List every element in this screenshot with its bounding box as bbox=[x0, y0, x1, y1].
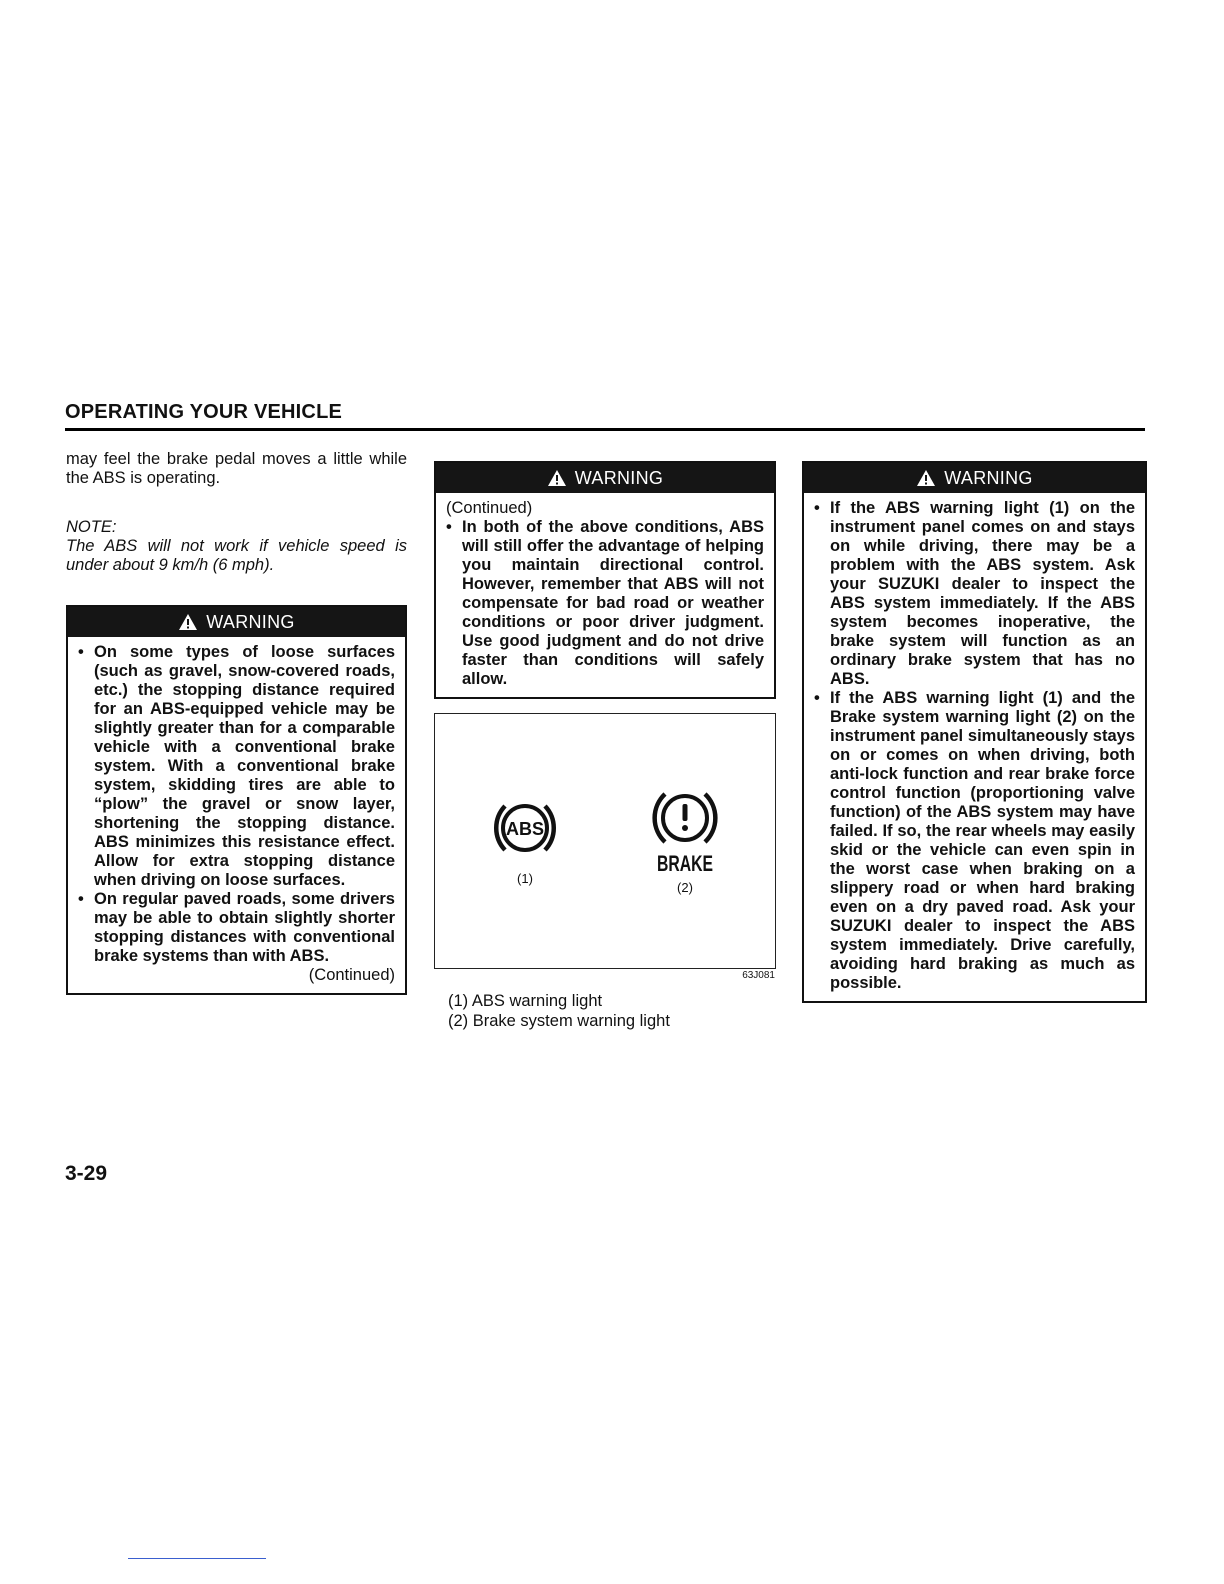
note-text: The ABS will not work if vehicle speed is under about 9 km/h (6 mph). bbox=[66, 537, 407, 574]
warning-title: WARNING bbox=[206, 611, 295, 632]
warning-triangle-icon bbox=[916, 469, 936, 487]
figure-label-2: (2) bbox=[677, 880, 693, 895]
figure-code: 63J081 bbox=[742, 970, 775, 981]
warning-item: • On some types of loose surfaces (such as gravel, snow-covered roads, etc.) the stopping distance required for an ABS-equipped vehicle may be slightly greater than for a comparable vehicle with a conventional brake system. With a conventional brake system, skidding tires are able to “plow” the gravel or snow layer, shortening the stopping distance. ABS minimizes this resistance effect. Allow for extra stopping distance when driving on loose surfaces. bbox=[78, 643, 395, 890]
warning-header bbox=[436, 463, 774, 493]
note-label: NOTE: bbox=[66, 518, 117, 536]
figure-caption bbox=[448, 992, 670, 1031]
warning-list bbox=[446, 518, 764, 689]
warning-box-3 bbox=[802, 461, 1147, 1003]
caption-line: (2) Brake system warning light bbox=[448, 1011, 670, 1030]
brake-icon-text: BRAKE bbox=[657, 851, 713, 876]
warning-item: • If the ABS warning light (1) on the instrument panel comes on and stays on while driving, there may be a problem with the ABS system. Ask your SUZUKI dealer to inspect the ABS system immediately. If the ABS system becomes inoperative, the brake system will function as an ordinary brake system that has no ABS. bbox=[814, 499, 1135, 689]
section-title: OPERATING YOUR VEHICLE bbox=[65, 401, 343, 423]
warning-title: WARNING bbox=[574, 467, 664, 488]
warning-list bbox=[814, 499, 1135, 993]
warning-item: • On regular paved roads, some drivers may be able to obtain slightly shorter stopping distances with conventional brake systems than with ABS. bbox=[78, 890, 395, 966]
warning-lights-figure bbox=[434, 713, 776, 969]
abs-warning-light-icon bbox=[496, 806, 554, 850]
warning-item: • In both of the above conditions, ABS will still offer the advantage of helping you maintain directional control. However, remember that ABS will not compensate for bad road or weather conditions or poor driver judgment. Use good judgment and do not drive faster than conditions will safely allow. bbox=[446, 518, 764, 689]
column-left bbox=[66, 450, 407, 995]
warning-item: • If the ABS warning light (1) and the Brake system warning light (2) on the instrument panel simultaneously stays on or comes on when driving, both anti-lock function and rear brake force control function (proportioning valve function) of the ABS system may have failed. If so, the rear wheels may easily skid or the vehicle can even spin in the worst case when braking on a slippery road or when hard braking even on a dry paved road. Ask your SUZUKI dealer to inspect the ABS system immediately. Drive carefully, avoiding hard braking as much as possible. bbox=[814, 689, 1135, 993]
abs-icon-text: ABS bbox=[505, 819, 545, 839]
warning-triangle-icon bbox=[547, 469, 567, 487]
intro-text: may feel the brake pedal moves a little while the ABS is operating. bbox=[66, 450, 407, 487]
figure-label-1: (1) bbox=[517, 871, 533, 886]
column-middle bbox=[434, 461, 776, 699]
page-number: 3-29 bbox=[65, 1162, 108, 1185]
brake-warning-light-icon bbox=[655, 794, 716, 876]
warning-header bbox=[804, 463, 1145, 493]
continued-label: (Continued) bbox=[308, 966, 395, 984]
warning-box-2 bbox=[434, 461, 776, 699]
warning-triangle-icon bbox=[178, 613, 198, 631]
warning-box-1 bbox=[66, 605, 407, 995]
continued-label: (Continued) bbox=[446, 499, 533, 517]
column-right bbox=[802, 461, 1147, 1003]
warning-title: WARNING bbox=[944, 467, 1033, 488]
header-rule bbox=[65, 428, 1145, 431]
warning-list bbox=[78, 643, 395, 966]
caption-line: (1) ABS warning light bbox=[448, 992, 603, 1010]
bottom-link-line bbox=[128, 1558, 266, 1559]
warning-header bbox=[68, 607, 405, 637]
